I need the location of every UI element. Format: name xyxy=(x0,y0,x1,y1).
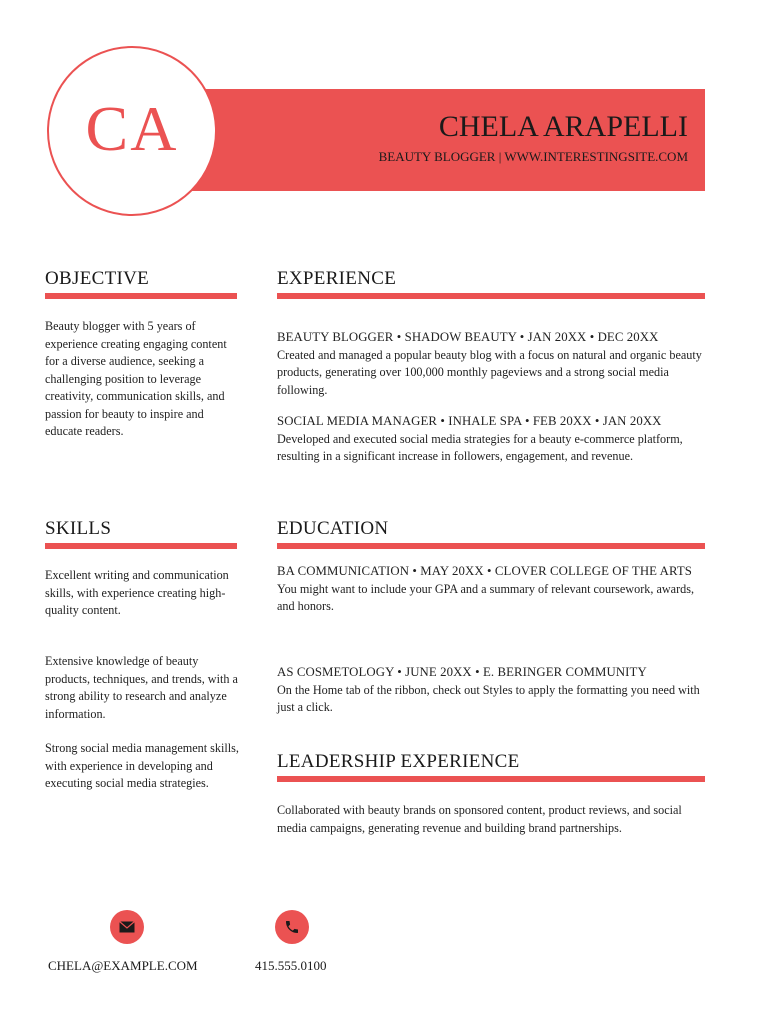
experience-entry xyxy=(277,413,705,466)
objective-text xyxy=(45,318,240,441)
skills-list xyxy=(45,567,240,620)
candidate-subtitle: BEAUTY BLOGGER | WWW.INTERESTINGSITE.COM xyxy=(378,149,688,164)
degree-title: BA COMMUNICATION • MAY 20XX • CLOVER COLLEGE OF THE ARTS xyxy=(277,564,693,578)
job-description: Developed and executed social media strategies for a beauty e-commerce platform, resulting in a significant increase in followers, engagement, and revenue. xyxy=(277,431,683,463)
education-entry xyxy=(277,664,705,717)
job-description: Created and managed a popular beauty blog with a focus on natural and organic beauty products, generating over 100,000 monthly pageviews and a strong social media following. xyxy=(277,347,702,397)
phone-glyph xyxy=(284,919,300,935)
phone-icon xyxy=(275,910,309,944)
job-title: BEAUTY BLOGGER • SHADOW BEAUTY • JAN 20XX • DEC 20XX xyxy=(277,330,659,344)
degree-title: AS COSMETOLOGY • JUNE 20XX • E. BERINGER COMMUNITY xyxy=(277,665,647,679)
objective-rule xyxy=(45,293,237,299)
candidate-name: CHELA ARAPELLI xyxy=(438,110,688,143)
leadership-text xyxy=(277,802,709,837)
envelope-icon xyxy=(110,910,144,944)
experience-entry xyxy=(277,329,705,399)
leadership-rule xyxy=(277,776,705,782)
objective-paragraph: Beauty blogger with 5 years of experience creating engaging content for a diverse audience, seeking a challenging position to leverage creativity, communication skills, and passion for beauty to inspire and educate readers. xyxy=(45,319,227,438)
degree-description: On the Home tab of the ribbon, check out Styles to apply the formatting you need with just a click. xyxy=(277,682,700,714)
monogram-circle xyxy=(47,46,217,216)
education-heading: EDUCATION xyxy=(277,518,389,539)
monogram-initials: CA xyxy=(85,93,179,164)
education-entry xyxy=(277,563,705,616)
contact-email[interactable]: CHELA@EXAMPLE.COM xyxy=(48,958,198,973)
envelope-glyph xyxy=(119,921,135,933)
experience-heading: EXPERIENCE xyxy=(277,268,397,289)
contact-phone[interactable]: 415.555.0100 xyxy=(255,958,327,973)
skills-list xyxy=(45,653,240,723)
skill-item: Strong social media management skills, with experience in developing and executing social media strategies. xyxy=(45,741,239,790)
job-title: SOCIAL MEDIA MANAGER • INHALE SPA • FEB 20XX • JAN 20XX xyxy=(277,414,662,428)
experience-rule xyxy=(277,293,705,299)
education-rule xyxy=(277,543,705,549)
skills-heading: SKILLS xyxy=(45,518,112,539)
skills-list xyxy=(45,740,240,793)
degree-description: You might want to include your GPA and a summary of relevant coursework, awards, and honors. xyxy=(277,581,695,613)
skill-item: Extensive knowledge of beauty products, techniques, and trends, with a strong ability to research and analyze information. xyxy=(45,654,238,721)
skill-item: Excellent writing and communication skills, with experience creating high-quality content. xyxy=(45,568,229,617)
objective-heading: OBJECTIVE xyxy=(45,268,150,289)
leadership-heading: LEADERSHIP EXPERIENCE xyxy=(277,751,520,772)
skills-rule xyxy=(45,543,237,549)
leadership-paragraph: Collaborated with beauty brands on sponsored content, product reviews, and social media campaigns, generating revenue and building brand partnerships. xyxy=(277,803,682,835)
